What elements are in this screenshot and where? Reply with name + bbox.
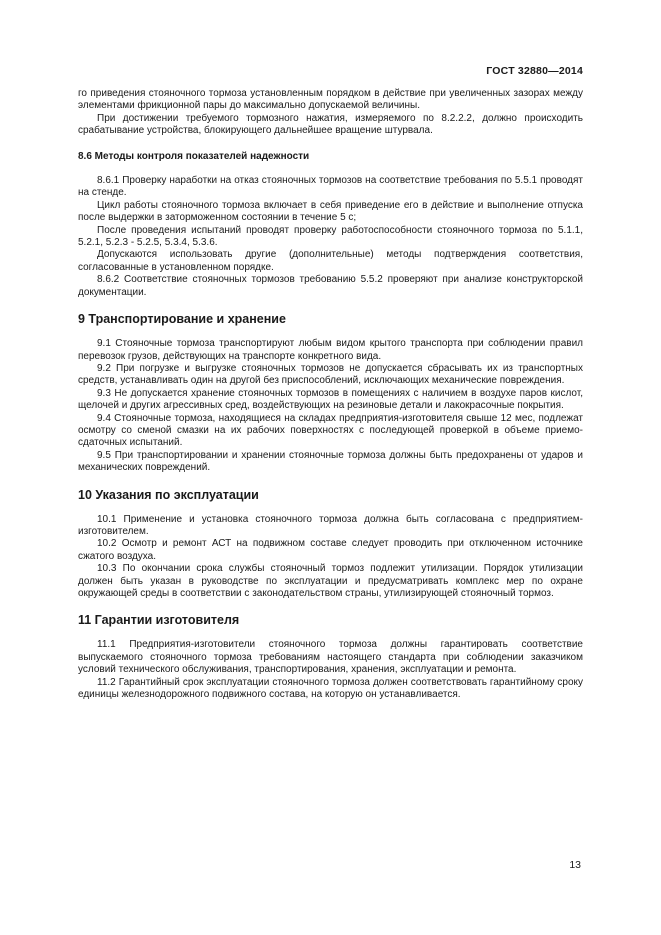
- page-content: [78, 88, 583, 701]
- paragraph: 11.2 Гарантийный срок эксплуатации стояночного тормоза должен соответствовать гарантийному сроку единицы железнодорожного подвижного состава, на которую он устанавливается.: [78, 676, 583, 701]
- paragraph: 9.5 При транспортировании и хранении стояночные тормоза должны быть предохранены от ударов и механических повреждений.: [78, 449, 583, 474]
- section-11-title: 11 Гарантии изготовителя: [78, 613, 240, 628]
- paragraph: 9.3 Не допускается хранение стояночных тормозов в помещениях с наличием в воздухе паров кислот, щелочей и других агрессивных сред, воздействующих на резиновые детали и лакокрасочные покрытия.: [78, 387, 583, 412]
- paragraph: После проведения испытаний проводят проверку работоспособности стояночного тормоза по 5.1.1, 5.2.1, 5.2.3 - 5.2.5, 5.3.4, 5.3.6.: [78, 224, 583, 249]
- paragraph: 9.4 Стояночные тормоза, находящиеся на складах предприятия-изготовителя свыше 12 мес, подлежат осмотру со сменой смазки на их рабочих поверхностях с последующей проверкой в объеме приемо-сдаточных испытаний.: [78, 412, 583, 449]
- paragraph: го приведения стояночного тормоза установленным порядком в действие при увеличенных зазорах между элементами фрикционной пары до максимально допускаемой величины.: [78, 88, 583, 112]
- section-8-6-title: 8.6 Методы контроля показателей надежности: [78, 150, 310, 162]
- paragraph: 8.6.2 Соответствие стояночных тормозов требованию 5.5.2 проверяют при анализе конструкторской документации.: [78, 274, 583, 298]
- paragraph: 8.6.1 Проверку наработки на отказ стояночных тормозов на соответствие требования по 5.5.1 проводят на стенде.: [78, 175, 583, 199]
- paragraph: При достижении требуемого тормозного нажатия, измеряемого по 8.2.2.2, должно происходить срабатывание устройства, блокирующего дальнейшее вращение штурвала.: [78, 112, 583, 137]
- paragraph: 9.2 При погрузке и выгрузке стояночных тормозов не допускается сбрасывать их из транспортных средств, устанавливать один на другой без приспособлений, исключающих механические повреждения.: [78, 362, 583, 387]
- paragraph: 9.1 Стояночные тормоза транспортируют любым видом крытого транспорта при соблюдении правил перевозок грузов, действующих на транспорте конкретного вида.: [78, 338, 583, 362]
- document-header: ГОСТ 32880—2014: [486, 65, 583, 77]
- page-number: 13: [569, 859, 581, 871]
- section-9-title: 9 Транспортирование и хранение: [78, 312, 286, 327]
- section-10-title: 10 Указания по эксплуатации: [78, 487, 259, 502]
- paragraph: 10.3 По окончании срока службы стояночный тормоз подлежит утилизации. Порядок утилизации должен быть указан в руководстве по эксплуатации и предусматривать комплекс мер по охране окружающей среды в соответствии с законодательством страны, утилизирующей стояночный тормоз.: [78, 563, 583, 599]
- paragraph: 10.1 Применение и установка стояночного тормоза должна быть согласована с предприятием-изготовителем.: [78, 513, 583, 537]
- paragraph: Допускаются использовать другие (дополнительные) методы подтверждения соответствия, согласованные в установленном порядке.: [78, 249, 583, 273]
- paragraph: 11.1 Предприятия-изготовители стояночного тормоза должны гарантировать соответствие выпускаемого стояночного тормоза требованиям настоящего стандарта при соблюдении заказчиком условий технического обслуживания, транспортирования, хранения, эксплуатации и ремонта.: [78, 639, 583, 676]
- paragraph: Цикл работы стояночного тормоза включает в себя приведение его в действие и выполнение отпуска после выдержки в заторможенном состоянии в течение 5 с;: [78, 199, 583, 224]
- paragraph: 10.2 Осмотр и ремонт АСТ на подвижном составе следует проводить при отключенном источнике сжатого воздуха.: [78, 538, 583, 562]
